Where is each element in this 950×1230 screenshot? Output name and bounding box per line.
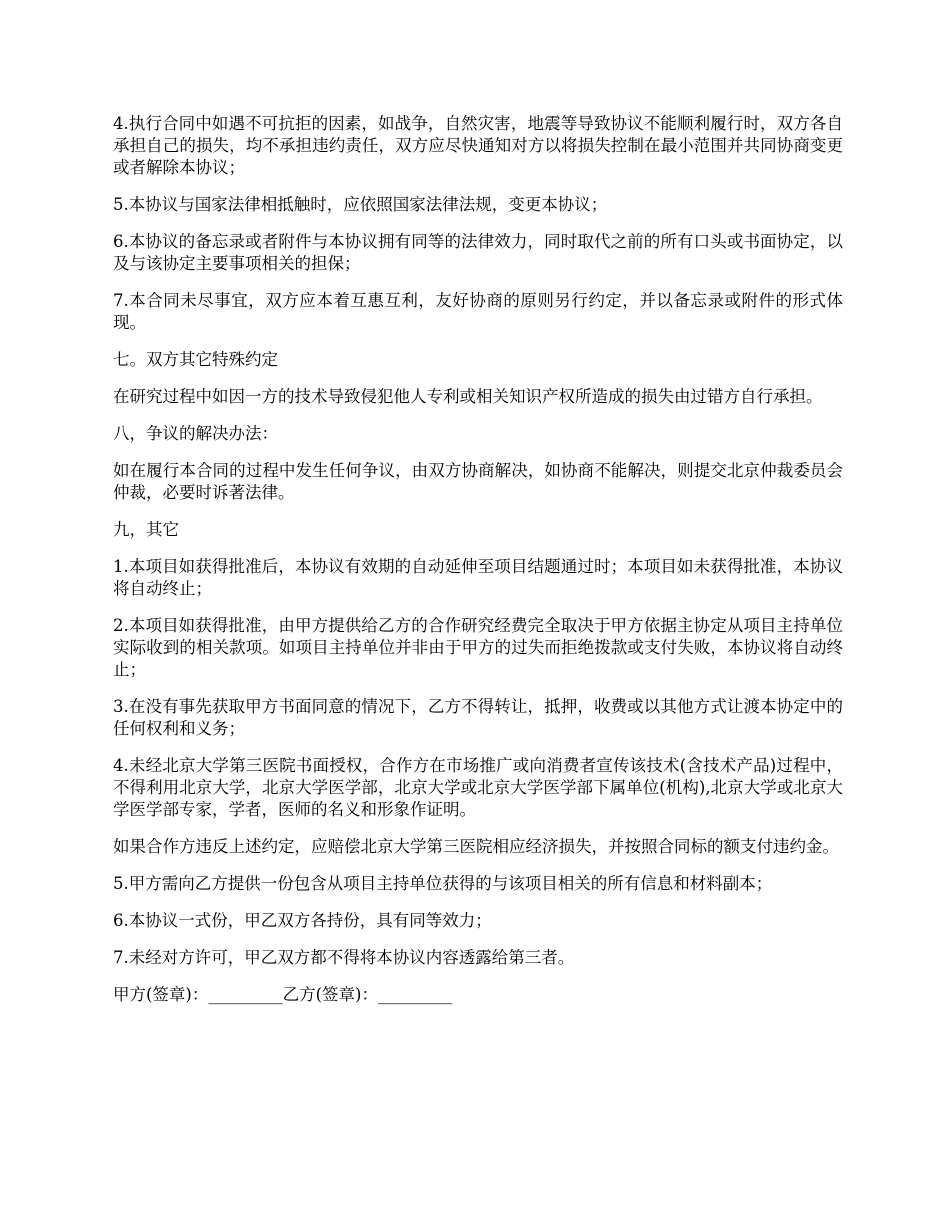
signature-line: 甲方(签章)：_________乙方(签章)：_________ bbox=[113, 985, 453, 1004]
section-heading-special-terms: 七。双方其它特殊约定 bbox=[113, 350, 278, 369]
clause-force-majeure: 4.执行合同中如遇不可抗拒的因素，如战争，自然灾害，地震等导致协议不能顺利履行时，双方各自承担自己的损失，均不承担违约责任，双方应尽快通知对方以将损失控制在最小范围并共同协商变更或者解除本协议； bbox=[113, 114, 843, 177]
clause-confidentiality: 7.未经对方许可，甲乙双方都不得将本协议内容透露给第三者。 bbox=[113, 948, 575, 967]
clause-law-conflict: 5.本协议与国家法律相抵触时，应依照国家法律法规，变更本协议； bbox=[113, 195, 608, 214]
clause-validity-extension: 1.本项目如获得批准后，本协议有效期的自动延伸至项目结题通过时；本项目如未获得批准，本协议将自动终止； bbox=[113, 557, 843, 598]
clause-name-usage: 4.未经北京大学第三医院书面授权，合作方在市场推广或向消费者宣传该技术(含技术产品)过程中，不得利用北京大学，北京大学医学部，北京大学或北京大学医学部下属单位(机构),北京大学或北京大学医学部专家，学者，医师的名义和形象作证明。 bbox=[113, 756, 843, 819]
clause-ip-infringement: 在研究过程中如因一方的技术导致侵犯他人专利或相关知识产权所造成的损失由过错方自行承担。 bbox=[113, 387, 823, 406]
section-heading-dispute-resolution: 八，争议的解决办法： bbox=[113, 424, 278, 443]
clause-information-copies: 5.甲方需向乙方提供一份包含从项目主持单位获得的与该项目相关的所有信息和材料副本； bbox=[113, 874, 773, 893]
clause-no-transfer: 3.在没有事先获取甲方书面同意的情况下，乙方不得转让，抵押，收费或以其他方式让渡本协定中的任何权利和义务； bbox=[113, 697, 843, 738]
clause-research-funding: 2.本项目如获得批准，由甲方提供给乙方的合作研究经费完全取决于甲方依据主协定从项目主持单位实际收到的相关款项。如项目主持单位并非由于甲方的过失而拒绝拨款或支付失败，本协议将自动终止； bbox=[113, 616, 843, 679]
clause-unsettled-matters: 7.本合同未尽事宜，双方应本着互惠互利，友好协商的原则另行约定，并以备忘录或附件的形式体现。 bbox=[113, 291, 843, 332]
document-page bbox=[113, 113, 843, 1021]
clause-breach-compensation: 如果合作方违反上述约定，应赔偿北京大学第三医院相应经济损失，并按照合同标的额支付违约金。 bbox=[113, 837, 839, 856]
section-heading-other: 九，其它 bbox=[113, 520, 179, 539]
clause-copies-count: 6.本协议一式份，甲乙双方各持份，具有同等效力； bbox=[113, 911, 492, 930]
clause-memorandum-effect: 6.本协议的备忘录或者附件与本协议拥有同等的法律效力，同时取代之前的所有口头或书面协定，以及与该协定主要事项相关的担保； bbox=[113, 232, 843, 273]
clause-arbitration: 如在履行本合同的过程中发生任何争议，由双方协商解决，如协商不能解决，则提交北京仲裁委员会仲裁，必要时诉著法律。 bbox=[113, 461, 843, 502]
